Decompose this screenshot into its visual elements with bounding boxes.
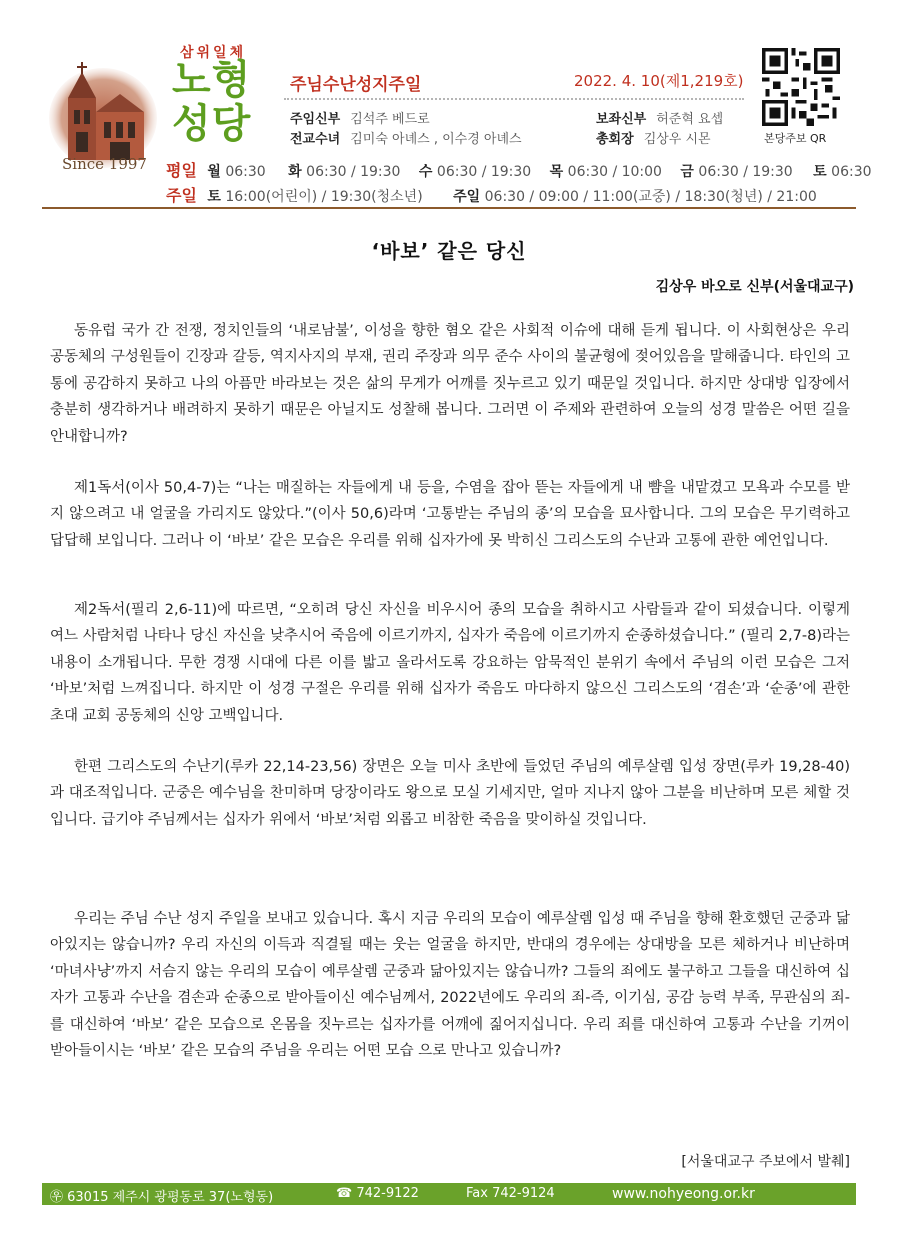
schedule-day: 금 [680, 164, 694, 180]
schedule-day: 목 [549, 164, 564, 180]
staff-name: 허준혁 요셉 [656, 112, 724, 127]
schedule-times: 06:30 / 10:00 [567, 164, 662, 180]
header-divider [42, 207, 856, 209]
footer-phone: ☎ 742-9122 [336, 1186, 419, 1201]
staff-role: 보좌신부 [596, 112, 647, 127]
schedule-times: 06:30 / 19:30 [698, 164, 793, 180]
article-paragraph: 제2독서(필리 2,6-11)에 따르면, “오히려 당신 자신을 비우시어 종의 모습을 취하시고 사람들과 같이 되셨습니다. 이렇게 여느 사람처럼 나타나 당신 자신을 낮추시어 죽음에 이르기까지, 십자가 죽음에 이르기까지 순종하셨습니다.” (필리 2,7-8)라는 내용이 소개됩니다. 무한 경쟁 시대에 다른 이를 밟고 올라서도록 강요하는 암묵적인 분위기 속에서 주님의 이런 모습은 그저 ‘바보’처럼 느껴집니다. 하지만 이 성경 구절은 우리를 위해 십자가 죽음도 마다하지 않으신 그리스도의 ‘겸손’과 ‘순종’에 관한 초대 교회 공동체의 신앙 고백입니다. [50, 602, 850, 724]
schedule-times: 06:30 [831, 164, 872, 180]
sunday-label: 주일 [166, 186, 197, 205]
staff-name: 김상우 시몬 [643, 132, 711, 147]
footer-bar [42, 1183, 856, 1205]
issue-date: 2022. 4. 10(제1,219호) [574, 72, 744, 90]
liturgical-day-title: 주님수난성지주일 [290, 75, 422, 95]
schedule-day: 화 [288, 164, 302, 180]
staff-pastor [290, 108, 430, 127]
article-paragraph: 한편 그리스도의 수난기(루카 22,14-23,56) 장면은 오늘 미사 초반에 들었던 주님의 예루살렘 입성 장면(루카 19,28-40)과 대조적입니다. 군중은 예수님을 찬미하며 당장이라도 왕으로 모실 기세지만, 얼마 지나지 않아 그분을 비난하며 모른 체할 것입니다. 급기야 주님께서는 십자가 위에서 ‘바보’처럼 외롭고 비참한 죽음을 맞이하실 것입니다. [50, 759, 850, 828]
staff-role: 총회장 [596, 132, 634, 147]
sunday-mass-schedule [166, 183, 817, 206]
logo-text-line2: 성당 [172, 101, 252, 147]
schedule-day: 토 [207, 189, 221, 205]
staff-role: 주임신부 [290, 112, 341, 127]
footer-website-link[interactable]: www.nohyeong.or.kr [612, 1186, 755, 1202]
dotted-divider [284, 98, 744, 100]
schedule-day: 월 [207, 164, 221, 180]
staff-role: 전교수녀 [290, 132, 341, 147]
schedule-times: 06:30 [225, 164, 266, 180]
weekday-mass-schedule [166, 158, 872, 181]
article-title: ‘바보’ 같은 당신 [371, 239, 527, 263]
staff-president [596, 128, 711, 147]
logo-text-line1: 노형 [172, 57, 252, 103]
schedule-times: 06:30 / 09:00 / 11:00(교중) / 18:30(청년) / 21:00 [484, 189, 817, 205]
schedule-times: 16:00(어린이) / 19:30(청소년) [225, 189, 423, 205]
schedule-day: 주일 [453, 189, 481, 205]
article-source: [서울대교구 주보에서 발췌] [681, 1154, 850, 1170]
article-paragraph: 우리는 주님 수난 성지 주일을 보내고 있습니다. 혹시 지금 우리의 모습이 예루살렘 입성 때 주님을 향해 환호했던 군중과 닮아있지는 않습니까? 우리 자신의 이득과 직결될 때는 웃는 얼굴을 하지만, 반대의 경우에는 상대방을 모른 체하거나 비난하며 ‘마녀사냥’까지 서슴지 않는 우리의 모습이 예루살렘 군중과 닮아있지는 않습니까? 그들의 죄에도 불구하고 그들을 대신하여 십자가 고통과 수난을 겸손과 순종으로 받아들이신 예수님께서, 2022년에도 우리의 죄-즉, 이기심, 공감 능력 부족, 무관심의 죄-를 대신하여 ‘바보’ 같은 모습으로 온몸을 짓누르는 십자가를 어깨에 짊어지십니다. 우리 죄를 대신하여 고통과 수난을 기꺼이 받아들이시는 ‘바보’ 같은 모습의 주님을 우리는 어떤 모습 으로 만나고 있습니까? [50, 911, 850, 1060]
staff-name: 김미숙 아녜스 , 이수경 아녜스 [350, 132, 522, 147]
staff-sisters [290, 128, 522, 147]
qr-label: 본당주보 QR [764, 132, 827, 145]
schedule-day: 토 [813, 164, 827, 180]
article-paragraph: 제1독서(이사 50,4-7)는 “나는 매질하는 자들에게 내 등을, 수염을 잡아 뜯는 자들에게 내 뺨을 내맡겼고 모욕과 수모를 받지 않으려고 내 얼굴을 가리지도 않았다.”(이사 50,6)라며 ‘고통받는 주님의 종’의 모습을 묘사합니다. 그의 모습은 무기력하고 답답해 보입니다. 그러나 이 ‘바보’ 같은 모습은 우리를 위해 십자가에 못 박히신 그리스도의 수난과 고통에 관한 예언입니다. [50, 480, 850, 549]
logo-subtitle: 삼위일체 [180, 45, 247, 61]
weekday-label: 평일 [166, 161, 197, 180]
church-building-image [48, 58, 158, 168]
footer-fax: Fax 742-9124 [466, 1186, 555, 1201]
qr-code-icon[interactable] [762, 48, 840, 126]
staff-name: 김석주 베드로 [350, 112, 430, 127]
article-paragraph: 동유럽 국가 간 전쟁, 정치인들의 ‘내로남불’, 이성을 향한 혐오 같은 사회적 이슈에 대해 듣게 됩니다. 이 사회현상은 우리 공동체의 구성원들이 긴장과 갈등, 역지사지의 부재, 권리 주장과 의무 준수 사이의 불균형에 젖어있음을 말해줍니다. 타인의 고통에 공감하지 못하고 나의 아픔만 바라보는 것은 삶의 무게가 어깨를 짓누르고 있기 때문일 것입니다. 하지만 상대방 입장에서 충분히 생각하거나 배려하지 못하기 때문은 아닐지도 성찰해 봅니다. 그러면 이 주제와 관련하여 오늘의 성경 말씀은 어떤 길을 안내합니까? [50, 323, 850, 445]
schedule-day: 수 [418, 164, 433, 180]
staff-assistant-priest [596, 108, 723, 127]
schedule-times: 06:30 / 19:30 [306, 164, 401, 180]
article-author: 김상우 바오로 신부(서울대교구) [655, 279, 854, 295]
since-year: Since 1997 [62, 155, 147, 173]
footer-address: ㉾ 63015 제주시 광평동로 37(노형동) [50, 1190, 274, 1205]
schedule-times: 06:30 / 19:30 [436, 164, 532, 180]
